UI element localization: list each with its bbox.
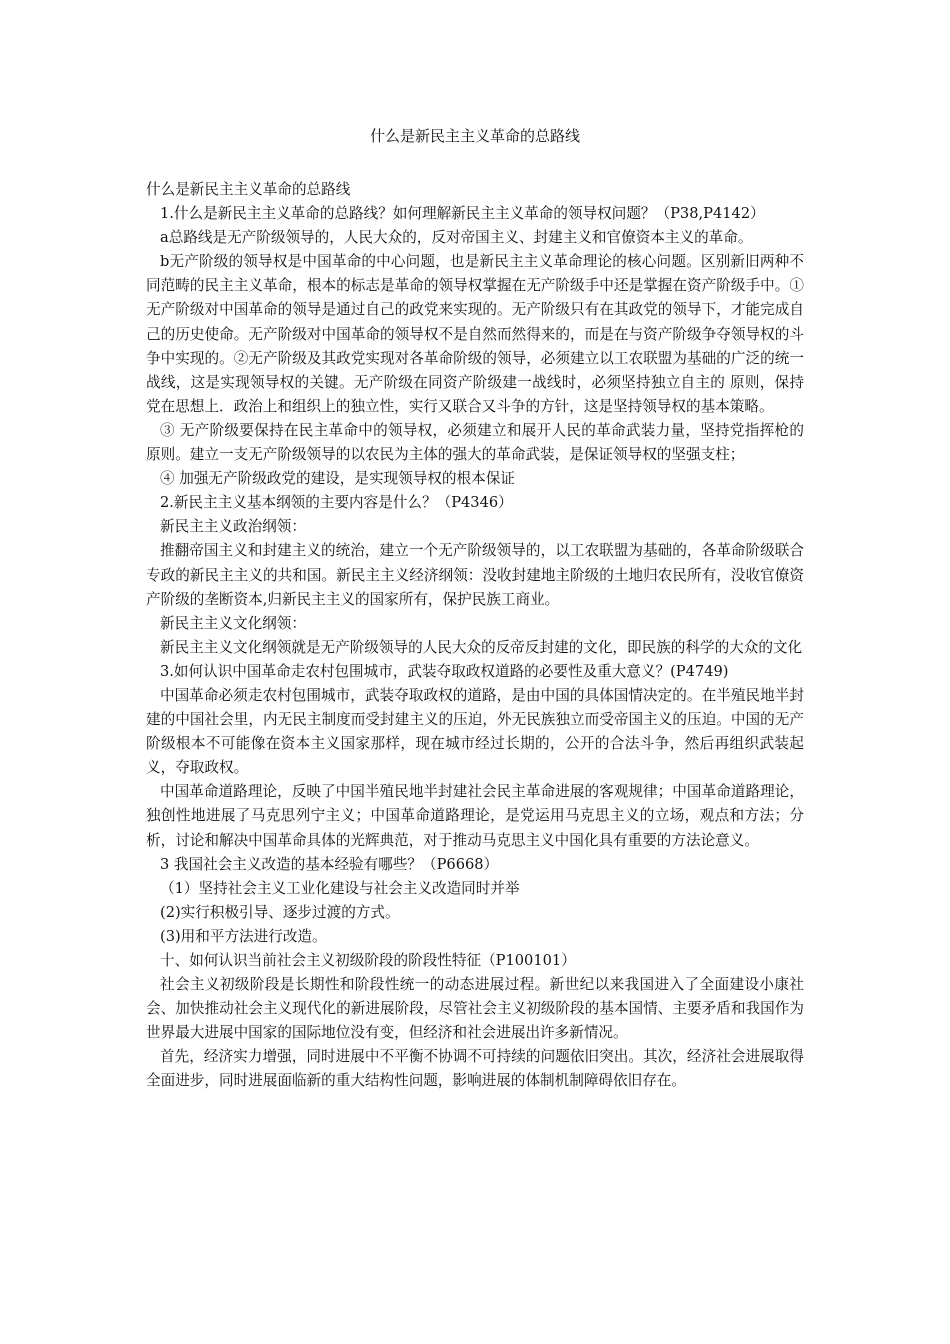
- paragraph: 2.新民主主义基本纲领的主要内容是什么？（P4346）: [160, 494, 513, 512]
- paragraph: 新民主主义政治纲领：: [160, 518, 306, 536]
- paragraph: 3.如何认识中国革命走农村包围城市，武装夺取政权道路的必要性及重大意义？(P4749): [160, 662, 729, 680]
- paragraph: 十、如何认识当前社会主义初级阶段的阶段性特征（P100101）: [160, 952, 576, 969]
- paragraph: （1）坚持社会主义工业化建设与社会主义改造同时并举: [160, 879, 520, 897]
- page-title: 什么是新民主主义革命的总路线: [369, 127, 580, 145]
- paragraph: 中国革命必须走农村包围城市，武装夺取政权的道路，是由中国的具体国情决定的。在半殖民地半封建的中国社会里，内无民主制度而受封建主义的压迫，外无民族独立而受帝国主义的压迫。中国的无产阶级根本不可能像在资本主义国家那样，现在城市经过长期的，公开的合法斗争，然后再组织武装起义，夺取政权。: [146, 686, 804, 777]
- document-body: [146, 178, 804, 1094]
- paragraph: ③ 无产阶级要保持在民主革命中的领导权，必须建立和展开人民的革命武装力量，坚持党指挥枪的原则。建立一支无产阶级领导的以农民为主体的强大的革命武装，是保证领导权的坚强支柱；: [146, 421, 804, 464]
- paragraph: b无产阶级的领导权是中国革命的中心问题，也是新民主主义革命理论的核心问题。区别新旧两种不同范畴的民主主义革命，根本的标志是革命的领导权掌握在无产阶级手中还是掌握在资产阶级手中。①无产阶级对中国革命的领导是通过自己的政党来实现的。无产阶级只有在其政党的领导下，才能完成自己的历史使命。无产阶级对中国革命的领导权不是自然而然得来的，而是在与资产阶级争夺领导权的斗争中实现的。②无产阶级及其政党实现对各革命阶级的领导，必须建立以工农联盟为基础的广泛的统一战线，这是实现领导权的关键。无产阶级在同资产阶级建一战线时，必须坚持独立自主的 原则，保持党在思想上．政治上和组织上的独立性，实行又联合又斗争的方针，这是坚持领导权的基本策略。: [146, 253, 804, 415]
- paragraph: 新民主主义文化纲领就是无产阶级领导的人民大众的反帝反封建的文化，即民族的科学的大众的文化: [160, 638, 803, 656]
- paragraph: ④ 加强无产阶级政党的建设，是实现领导权的根本保证: [160, 470, 515, 488]
- paragraph: 1.什么是新民主主义革命的总路线？如何理解新民主主义革命的领导权问题？（P38,P4142）: [160, 205, 765, 223]
- paragraph: 新民主主义文化纲领：: [160, 614, 306, 632]
- paragraph: 3 我国社会主义改造的基本经验有哪些？（P6668）: [160, 855, 499, 873]
- paragraph: 中国革命道路理论，反映了中国半殖民地半封建社会民主革命进展的客观规律；中国革命道路理论，独创性地进展了马克思列宁主义；中国革命道路理论，是党运用马克思主义的立场，观点和方法；分析，讨论和解决中国革命具体的光辉典范，对于推动马克思主义中国化具有重要的方法论意义。: [146, 783, 804, 849]
- paragraph: 首先，经济实力增强，同时进展中不平衡不协调不可持续的问题依旧突出。其次，经济社会进展取得全面进步，同时进展面临新的重大结构性问题，影响进展的体制机制障碍依旧存在。: [146, 1048, 804, 1090]
- paragraph: 推翻帝国主义和封建主义的统治，建立一个无产阶级领导的，以工农联盟为基础的，各革命阶级联合专政的新民主主义的共和国。新民主主义经济纲领：没收封建地主阶级的土地归农民所有，没收官僚资产阶级的垄断资本,归新民主主义的国家所有，保护民族工商业。: [146, 542, 804, 608]
- paragraph: 什么是新民主主义革命的总路线: [146, 181, 351, 198]
- paragraph: (2)实行积极引导、逐步过渡的方式。: [160, 903, 400, 921]
- paragraph: (3)用和平方法进行改造。: [160, 927, 327, 945]
- paragraph: a总路线是无产阶级领导的，人民大众的，反对帝国主义、封建主义和官僚资本主义的革命。: [160, 229, 753, 247]
- paragraph: 社会主义初级阶段是长期性和阶段性统一的动态进展过程。新世纪以来我国进入了全面建设小康社会、加快推动社会主义现代化的新进展阶段，尽管社会主义初级阶段的基本国情、主要矛盾和我国作为世界最大进展中国家的国际地位没有变，但经济和社会进展出许多新情况。: [146, 976, 804, 1042]
